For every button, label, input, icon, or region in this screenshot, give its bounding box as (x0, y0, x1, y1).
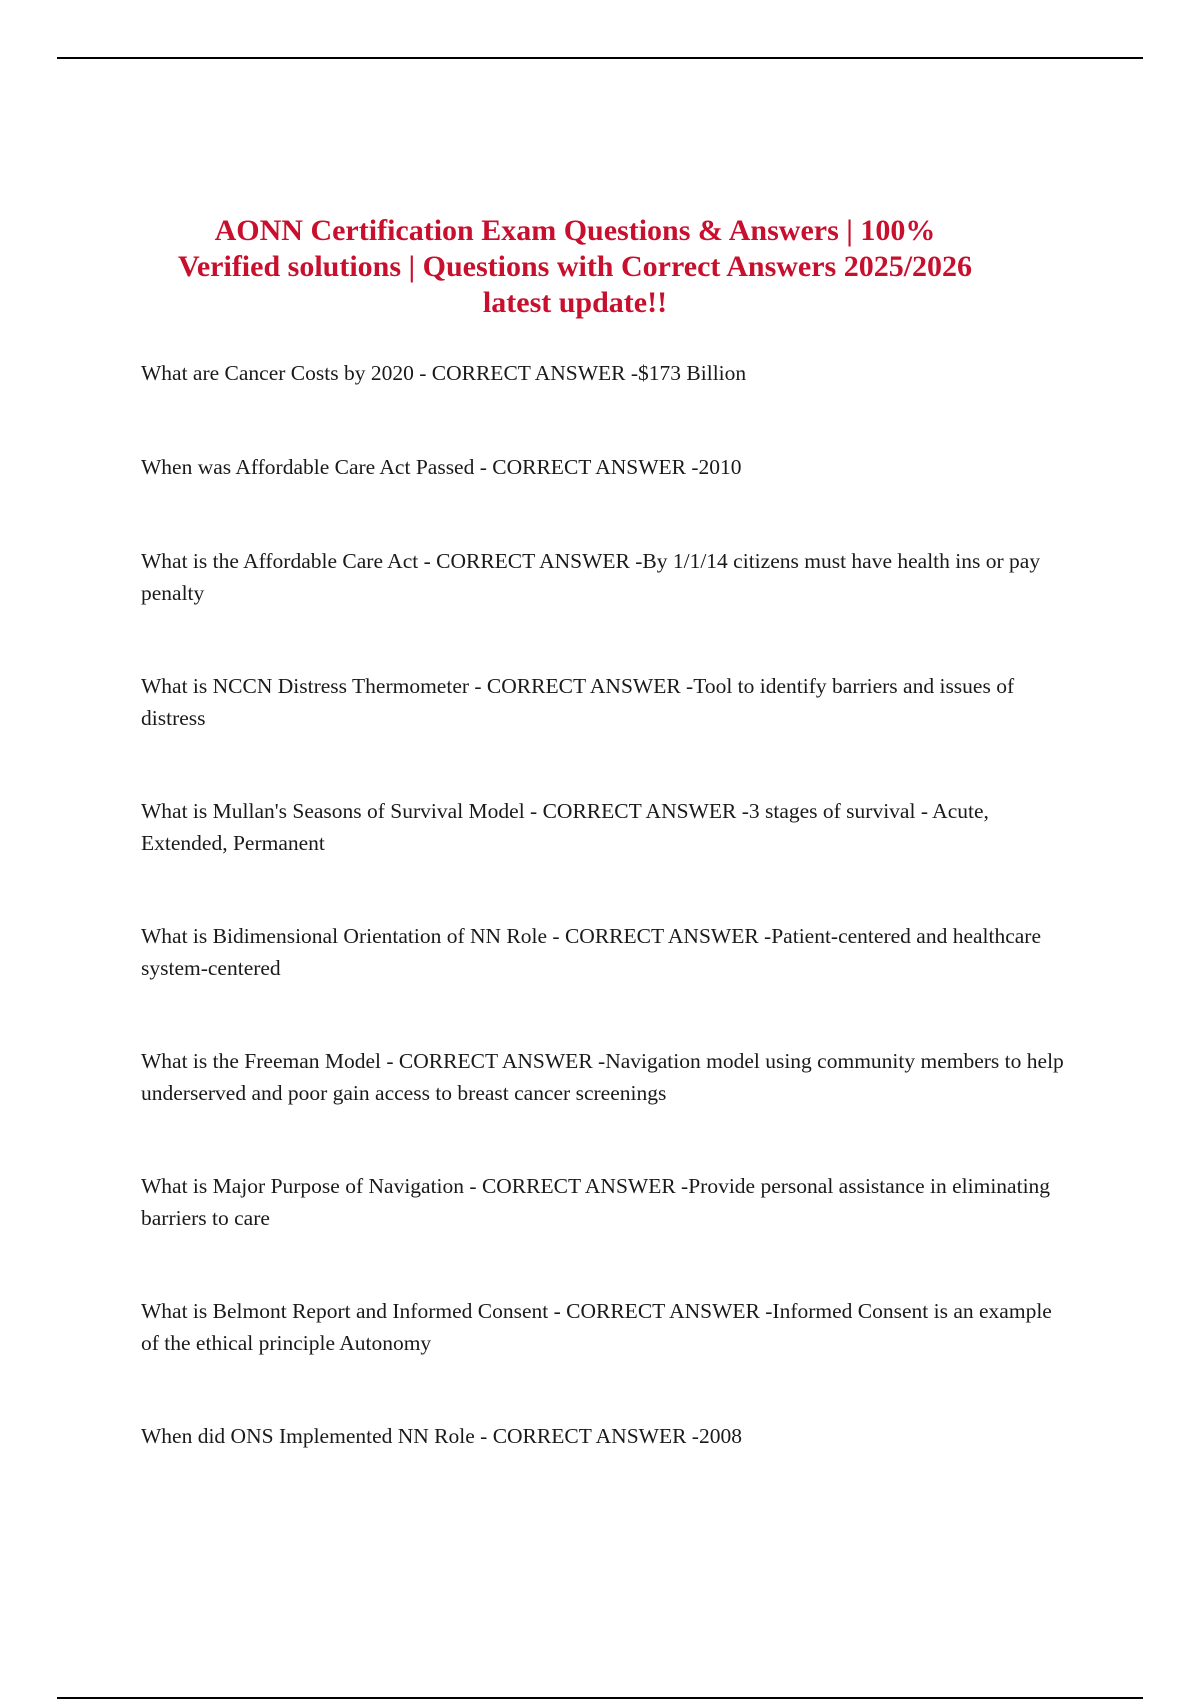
qa-item-3: What is the Affordable Care Act - CORRECT ANSWER -By 1/1/14 citizens must have health ins or pay penalty (141, 549, 1041, 605)
qa-item-8: What is Major Purpose of Navigation - CORRECT ANSWER -Provide personal assistance in eliminating barriers to care (141, 1174, 1051, 1230)
qa-item-7: What is the Freeman Model - CORRECT ANSWER -Navigation model using community members to help underserved and poor gain access to breast cancer screenings (141, 1049, 1064, 1105)
document-title (130, 213, 1020, 321)
qa-item-9: What is Belmont Report and Informed Consent - CORRECT ANSWER -Informed Consent is an example of the ethical principle Autonomy (141, 1299, 1052, 1355)
qa-item-1: What are Cancer Costs by 2020 - CORRECT ANSWER -$173 Billion (141, 361, 747, 385)
title-line-1: AONN Certification Exam Questions & Answers | 100% (214, 214, 936, 247)
qa-item-2: When was Affordable Care Act Passed - CORRECT ANSWER -2010 (141, 455, 742, 479)
qa-item-5: What is Mullan's Seasons of Survival Model - CORRECT ANSWER -3 stages of survival - Acute, Extended, Permanent (141, 799, 989, 855)
qa-item-6: What is Bidimensional Orientation of NN Role - CORRECT ANSWER -Patient-centered and healthcare system-centered (141, 924, 1042, 980)
qa-item-4: What is NCCN Distress Thermometer - CORRECT ANSWER -Tool to identify barriers and issues of distress (141, 674, 1015, 730)
qa-item-10: When did ONS Implemented NN Role - CORRECT ANSWER -2008 (141, 1424, 742, 1448)
bottom-divider (57, 1697, 1143, 1699)
title-line-2: Verified solutions | Questions with Correct Answers 2025/2026 (177, 250, 973, 283)
top-divider (57, 57, 1143, 59)
title-line-3: latest update!! (482, 286, 668, 319)
